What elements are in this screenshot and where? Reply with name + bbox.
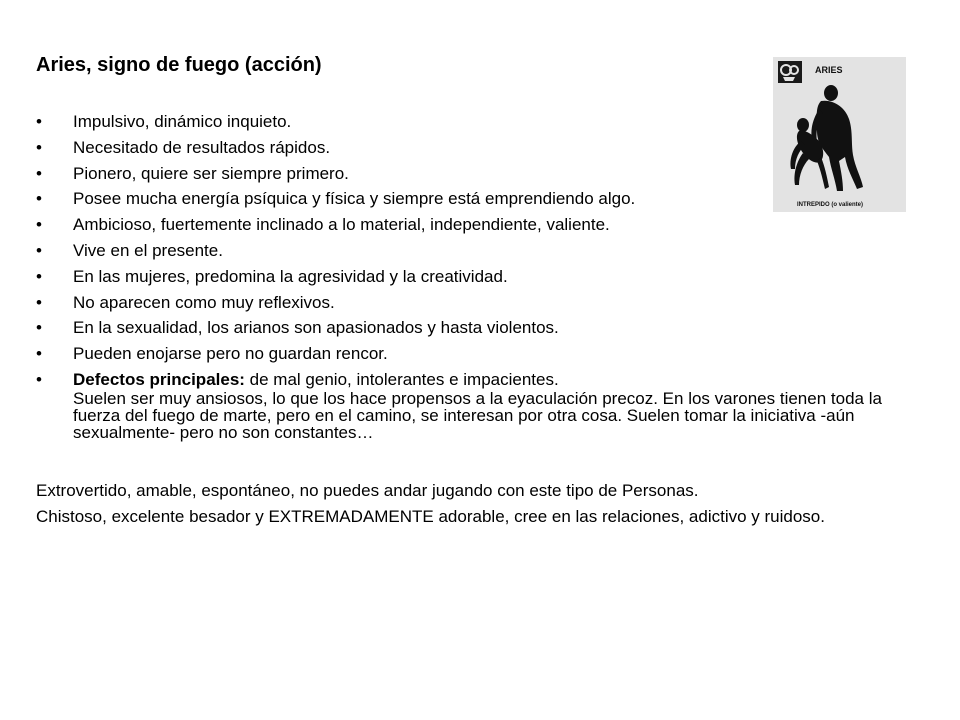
aries-illustration [773,57,906,212]
ram-icon [778,61,802,83]
bullet-item-defects [36,370,916,441]
bullet-dot: • [36,266,42,286]
defects-summary: de mal genio, intolerantes e impacientes. [244,369,559,389]
bullet-item [36,241,916,261]
bullet-text: Necesitado de resultados rápidos. [73,137,331,157]
bullet-text: Impulsivo, dinámico inquieto. [73,112,292,131]
bullet-dot: • [36,292,42,312]
closing-line-1: Extrovertido, amable, espontáneo, no puedes andar jugando con este tipo de Personas. [36,481,699,500]
bullet-dot: • [36,189,42,209]
card-caption: INTREPIDO (o valiente) [797,202,864,208]
closing-line-2: Chistoso, excelente besador y EXTREMADAMENTE adorable, cree en las relaciones, adictivo y ruidoso. [36,507,825,526]
defects-text [73,370,916,441]
bullet-text: Ambicioso, fuertemente inclinado a lo material, independiente, valiente. [73,215,610,235]
bullet-dot: • [36,369,42,389]
bullet-dot: • [36,318,42,338]
figure-standing [811,85,863,191]
bullet-dot: • [36,112,42,131]
card-heading: ARIES [815,65,843,75]
bullet-text: Posee mucha energía psíquica y física y siempre está emprendiendo algo. [73,189,636,209]
bullet-item [36,318,916,338]
bullet-item [36,344,916,364]
bullet-item [36,293,916,313]
bullet-text: En la sexualidad, los arianos son apasionados y hasta violentos. [73,318,559,338]
bullet-dot: • [36,240,42,260]
bullet-dot: • [36,137,42,157]
bullet-text: Vive en el presente. [73,240,223,260]
bullet-dot: • [36,215,42,235]
bullet-text: En las mujeres, predomina la agresividad y la creatividad. [73,266,508,286]
bullet-dot: • [36,163,42,183]
defects-continuation: Suelen ser muy ansiosos, lo que los hace propensos a la eyaculación precoz. En los varones tienen toda la fuerza del fuego de marte, pero en el camino, se interesan por otra cosa. Suelen tomar la iniciativa -aún sexualmente- pero no son constantes… [73,388,882,442]
bullet-item [36,267,916,287]
bullet-text: Pionero, quiere ser siempre primero. [73,163,349,183]
aries-figure-svg [773,57,906,212]
bullet-dot: • [36,344,42,364]
bullet-item [36,215,916,235]
closing-paragraph [36,478,926,530]
bullet-text: Pueden enojarse pero no guardan rencor. [73,344,388,364]
defects-label: Defectos principales: [73,369,245,389]
defects-first-line [73,370,559,389]
bullet-text: No aparecen como muy reflexivos. [73,292,335,312]
slide-title: Aries, signo de fuego (acción) [36,54,322,76]
